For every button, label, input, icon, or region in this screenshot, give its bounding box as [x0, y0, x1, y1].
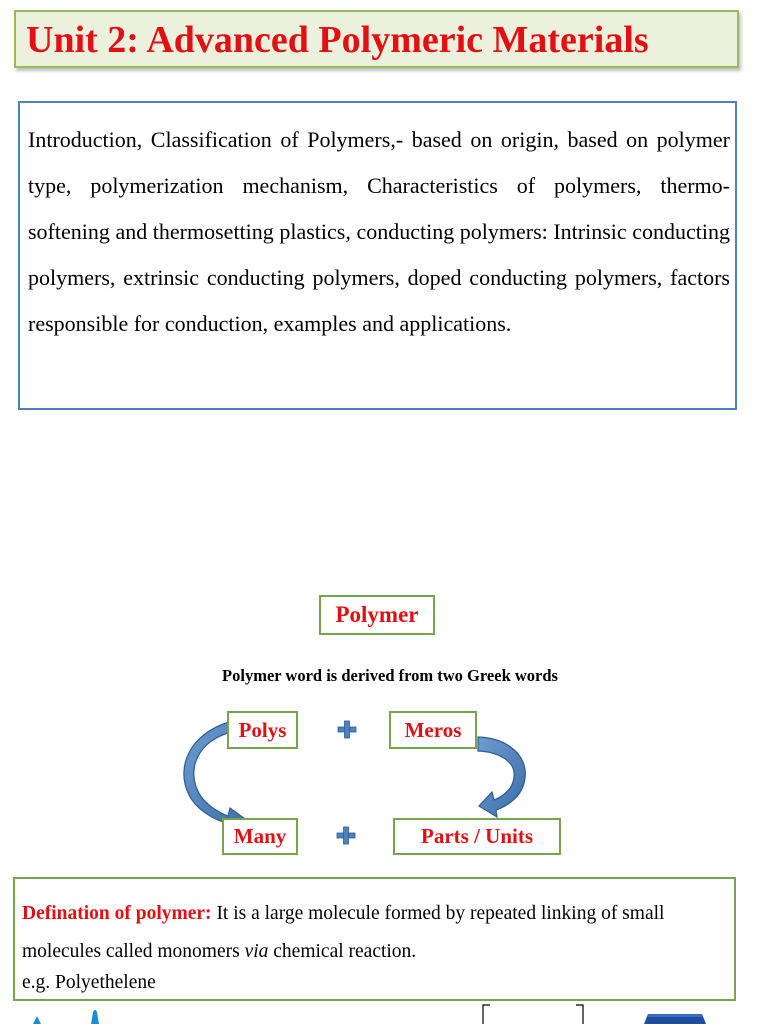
definition-label: Defination of polymer:	[22, 903, 212, 924]
plus-icon	[337, 827, 355, 844]
derivation-diagram	[0, 700, 768, 860]
curved-arrow-icon	[478, 737, 525, 817]
example-text: e.g. Polyethelene	[22, 972, 156, 993]
polymer-heading: Polymer	[319, 595, 435, 635]
polymer-image-right	[640, 1010, 710, 1024]
syllabus-text: Introduction, Classification of Polymers,- based on origin, based on polymer type, polymerization mechanism, Characteristics of polymers, thermo-softening and thermosetting plastics, conducting polymers: Intrinsic conducting polymers, extrinsic conducting polymers, doped conducting polymers, factors responsible for conduction, examples and applications.	[28, 127, 730, 336]
meaning-parts-units: Parts / Units	[393, 818, 561, 855]
syllabus-box	[18, 101, 737, 410]
meaning-many: Many	[222, 818, 298, 855]
definition-body: It is a large molecule formed by repeated linking of small molecules called monomers	[22, 903, 665, 962]
definition-box	[13, 877, 736, 1001]
definition-italic: via	[244, 941, 269, 962]
greek-word-meros: Meros	[389, 711, 477, 749]
page-title: Unit 2: Advanced Polymeric Materials	[26, 19, 649, 61]
plus-icon	[338, 721, 356, 738]
definition-text	[22, 895, 732, 971]
polymer-image-left	[25, 1008, 115, 1024]
greek-origin-subtitle: Polymer word is derived from two Greek words	[222, 666, 558, 685]
title-banner	[14, 10, 739, 68]
polymer-image-center	[480, 1003, 586, 1024]
greek-word-polys: Polys	[227, 711, 298, 749]
definition-end: chemical reaction.	[268, 941, 417, 962]
